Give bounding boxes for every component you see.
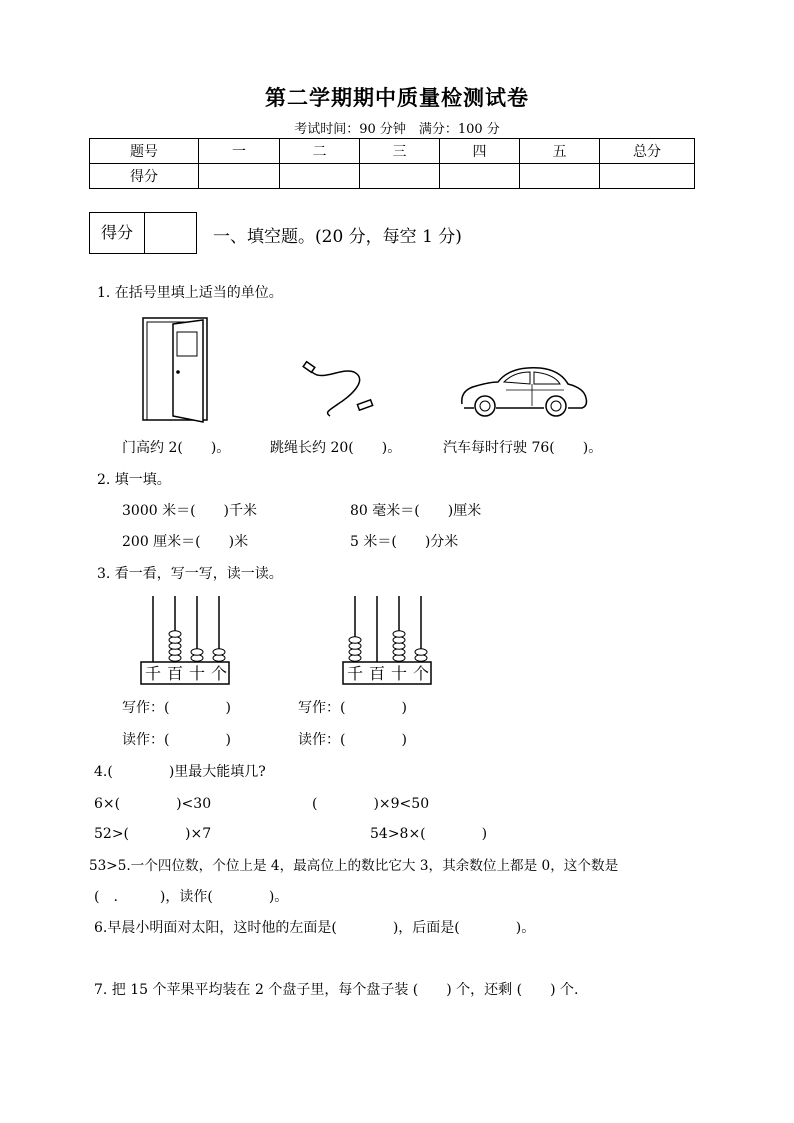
score-header-cell: 三 <box>360 139 440 164</box>
abacus-label-tens: 十 <box>188 664 206 683</box>
score-cell[interactable] <box>440 164 520 189</box>
q2-item: 3000 米＝( )千米 <box>122 503 258 519</box>
section-1-title: 一、填空题。(20 分，每空 1 分) <box>213 227 462 247</box>
score-header-cell: 五 <box>520 139 600 164</box>
q5-line-2: ( . )，读作( )。 <box>94 889 289 905</box>
abacus-label-hundreds: 百 <box>166 664 184 683</box>
q2-text: 2. 填一填。 <box>97 472 171 488</box>
q1-door-item: 门高约 2( )。 <box>122 440 231 456</box>
abacus-label-ones: 个 <box>210 664 228 683</box>
jump-rope-icon <box>302 362 382 420</box>
q7-text: 7. 把 15 个苹果平均装在 2 个盘子里，每个盘子装 ( ) 个，还剩 ( ) 个. <box>94 982 579 998</box>
abacus-2 <box>342 594 432 686</box>
abacus-label-ones: 个 <box>412 664 430 683</box>
q4-item: 54>8×( ) <box>370 826 488 842</box>
q3-text: 3. 看一看，写一写，读一读。 <box>97 566 283 582</box>
q2-item: 80 毫米＝( )厘米 <box>350 503 482 519</box>
score-table <box>89 138 695 189</box>
abacus-1 <box>140 594 230 686</box>
abacus-label-tens: 十 <box>390 664 408 683</box>
q4-item: ( )×9<50 <box>312 796 430 812</box>
q5-line-1: 53>5.一个四位数，个位上是 4，最高位上的数比它大 3，其余数位上都是 0，这个数是 <box>89 858 619 874</box>
score-cell[interactable] <box>360 164 440 189</box>
abacus-label-hundreds: 百 <box>368 664 386 683</box>
score-header-cell: 题号 <box>90 139 199 164</box>
q4-text: 4.( )里最大能填几? <box>94 764 266 780</box>
door-icon <box>140 318 210 424</box>
q1-car-item: 汽车每时行驶 76( )。 <box>443 440 603 456</box>
score-header-cell: 一 <box>199 139 280 164</box>
q4-item: 52>( )×7 <box>94 826 212 842</box>
score-header-cell: 二 <box>280 139 360 164</box>
score-header-cell: 四 <box>440 139 520 164</box>
q3-read-1: 读作：( ) <box>122 732 231 748</box>
score-header-cell: 总分 <box>600 139 695 164</box>
score-table-header-row <box>90 139 695 164</box>
q2-item: 5 米＝( )分米 <box>350 534 459 550</box>
score-table-score-row <box>90 164 695 189</box>
q3-write-1: 写作：( ) <box>122 700 231 716</box>
q3-read-2: 读作：( ) <box>298 732 407 748</box>
abacus-label-thousands: 千 <box>346 664 364 683</box>
score-row-label: 得分 <box>90 164 199 189</box>
page-title: 第二学期期中质量检测试卷 <box>265 85 529 110</box>
section-score-label: 得分 <box>90 213 145 253</box>
score-cell[interactable] <box>520 164 600 189</box>
section-score-box <box>89 212 197 254</box>
car-icon <box>458 362 590 420</box>
abacus-label-thousands: 千 <box>144 664 162 683</box>
exam-info: 考试时间：90 分钟 满分：100 分 <box>294 122 500 137</box>
q6-text: 6.早晨小明面对太阳，这时他的左面是( )，后面是( )。 <box>94 920 536 936</box>
score-cell[interactable] <box>600 164 695 189</box>
q2-item: 200 厘米＝( )米 <box>122 534 249 550</box>
q1-text: 1. 在括号里填上适当的单位。 <box>97 285 283 301</box>
q4-item: 6×( )<30 <box>94 796 212 812</box>
score-cell[interactable] <box>280 164 360 189</box>
q1-rope-item: 跳绳长约 20( )。 <box>270 440 402 456</box>
score-cell[interactable] <box>199 164 280 189</box>
q3-write-2: 写作：( ) <box>298 700 407 716</box>
